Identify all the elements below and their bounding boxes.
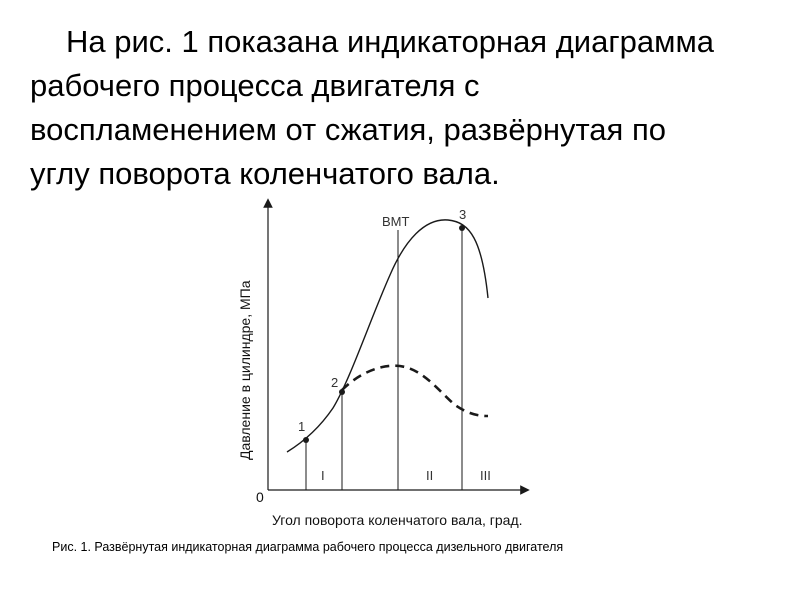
motoring-curve: [342, 366, 488, 416]
y-axis-title: Давление в цилиндре, МПа: [237, 280, 253, 460]
intro-line-1: На рис. 1 показана индикаторная диаграмма: [66, 24, 715, 59]
figure-caption: Рис. 1. Развёрнутая индикаторная диаграмма рабочего процесса дизельного двигателя: [52, 540, 564, 554]
point-3-label: 3: [459, 207, 467, 222]
origin-label: 0: [256, 489, 264, 505]
point-2-label: 2: [331, 375, 339, 390]
phase-label-I: I: [321, 468, 325, 483]
phase-label-III: III: [480, 468, 491, 483]
point-3-dot: [459, 225, 465, 231]
intro-line-3: воспламенением от сжатия, развёрнутая по: [30, 112, 666, 147]
point-1-dot: [303, 437, 309, 443]
point-1-label: 1: [298, 419, 306, 434]
intro-line-4: углу поворота коленчатого вала.: [30, 156, 500, 191]
phase-label-II: II: [426, 468, 434, 483]
vmt-label: ВМТ: [382, 214, 410, 229]
x-axis-title: Угол поворота коленчатого вала, град.: [272, 512, 523, 528]
point-2-dot: [339, 389, 345, 395]
intro-line-2: рабочего процесса двигателя с: [30, 68, 480, 103]
combustion-curve: [287, 220, 488, 452]
